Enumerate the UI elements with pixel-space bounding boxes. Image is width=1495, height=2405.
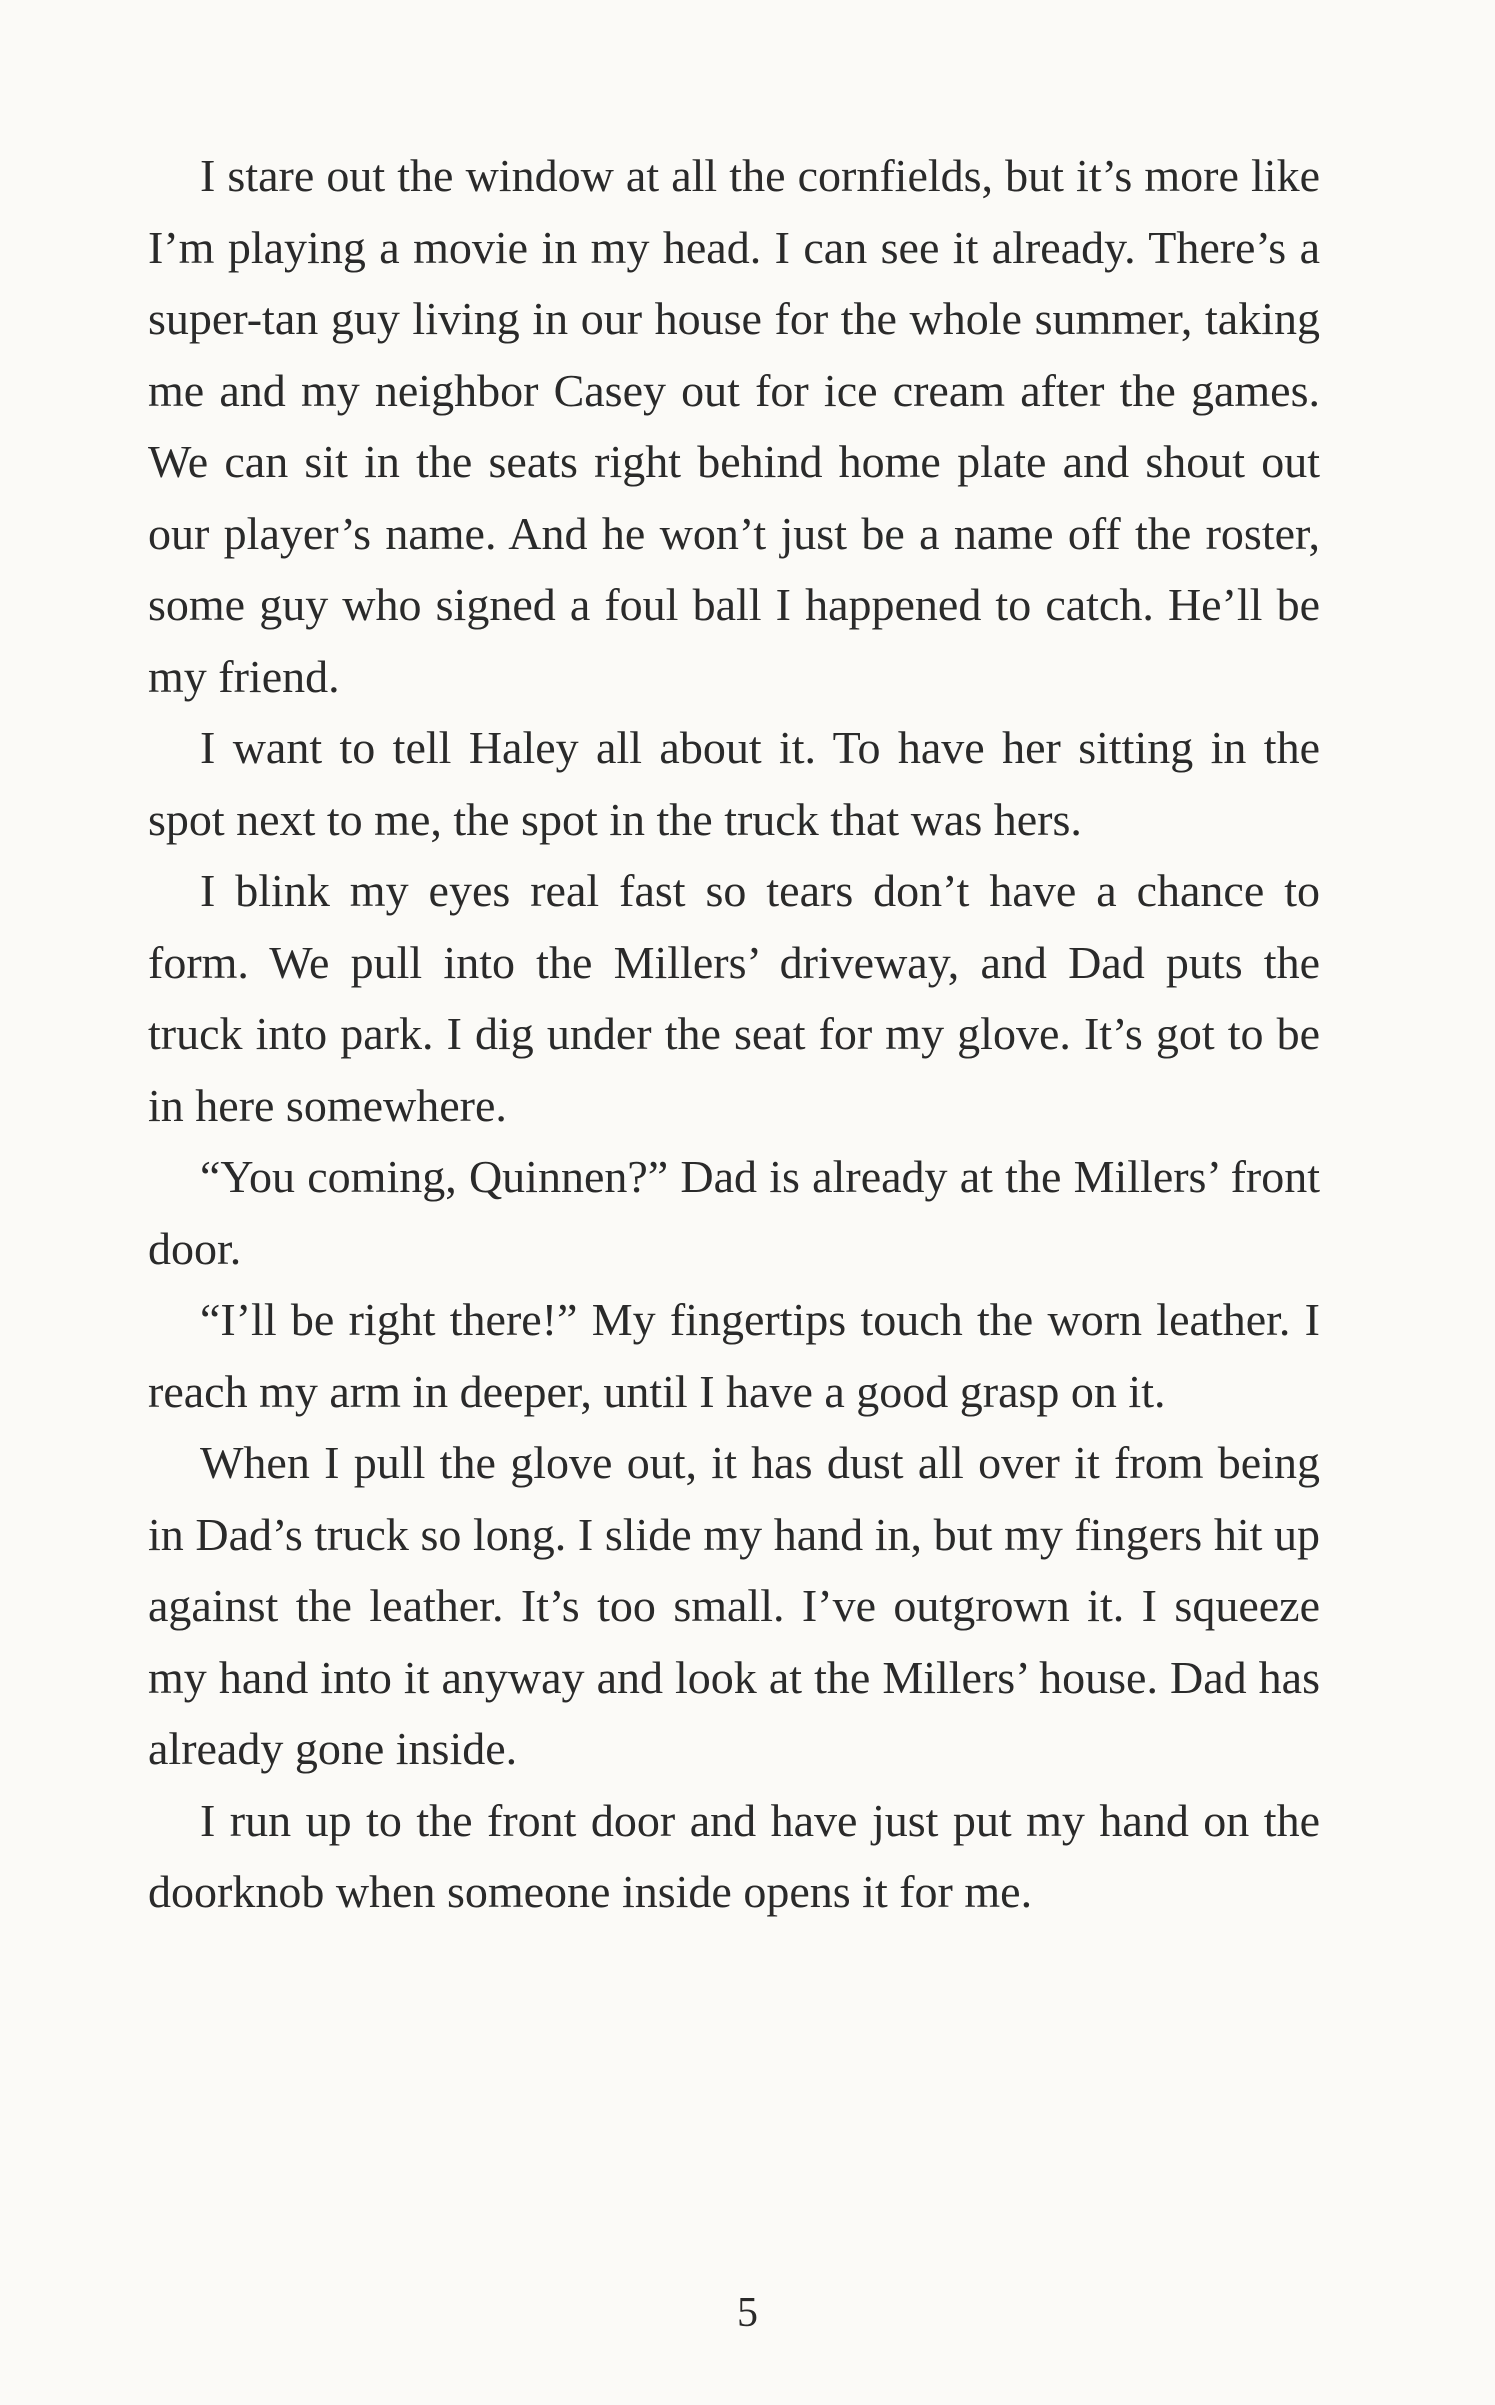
paragraph: I blink my eyes real fast so tears don’t have a chance to form. We pull into the Millers’ driveway, and Dad puts the truck into park. I dig under the seat for my glove. It’s got to be in here somewhere.	[148, 865, 1320, 1131]
page-number: 5	[737, 2290, 758, 2336]
paragraph: I run up to the front door and have just put my hand on the doorknob when someone inside opens it for me.	[148, 1794, 1320, 1917]
paragraph: “You coming, Quinnen?” Dad is already at the Millers’ front door.	[148, 1151, 1320, 1274]
body-text	[148, 140, 1320, 1928]
paragraph: I stare out the window at all the cornfields, but it’s more like I’m playing a movie in my head. I can see it already. There’s a super-tan guy living in our house for the whole summer, taking me and my neighbor Casey out for ice cream after the games. We can sit in the seats right behind home plate and shout out our player’s name. And he won’t just be a name off the roster, some guy who signed a foul ball I happened to catch. He’ll be my friend.	[148, 150, 1320, 702]
paragraph: “I’ll be right there!” My fingertips touch the worn leather. I reach my arm in deeper, until I have a good grasp on it.	[148, 1294, 1320, 1417]
paragraph: When I pull the glove out, it has dust all over it from being in Dad’s truck so long. I slide my hand in, but my fingers hit up against the leather. It’s too small. I’ve outgrown it. I squeeze my hand into it anyway and look at the Millers’ house. Dad has already gone inside.	[148, 1437, 1320, 1774]
paragraph: I want to tell Haley all about it. To have her sitting in the spot next to me, the spot in the truck that was hers.	[148, 722, 1320, 845]
